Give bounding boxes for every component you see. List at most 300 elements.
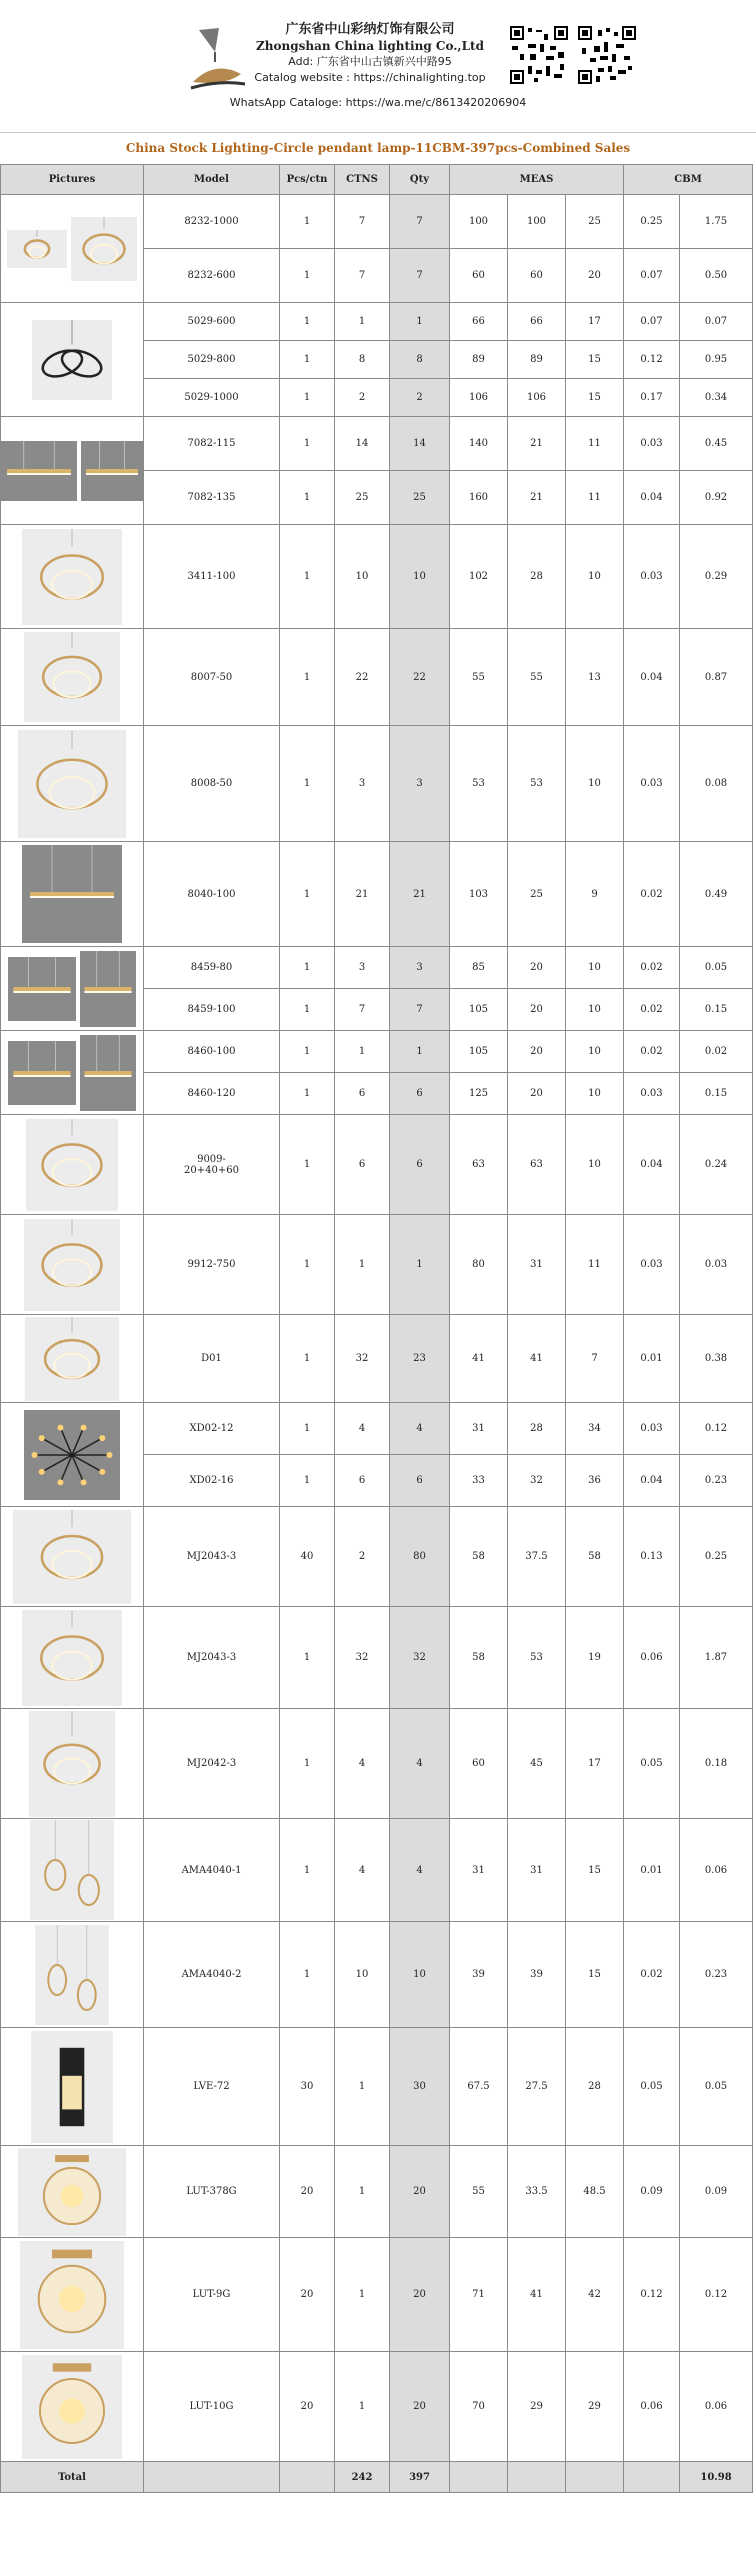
cbm-total-cell: 0.45 (680, 417, 753, 471)
table-row (1, 726, 753, 842)
product-photo (7, 230, 67, 268)
picture-cell (1, 1922, 144, 2028)
total-row (1, 2462, 753, 2493)
qty-cell: 4 (390, 1709, 450, 1819)
header-meas: MEAS (450, 165, 624, 195)
meas-length-cell: 58 (450, 1607, 508, 1709)
qty-cell: 7 (390, 989, 450, 1031)
cbm-total-cell: 0.03 (680, 1215, 753, 1315)
meas-length-cell: 80 (450, 1215, 508, 1315)
meas-length-cell: 55 (450, 629, 508, 726)
qty-cell: 22 (390, 629, 450, 726)
whatsapp-catalog[interactable]: WhatsApp Cataloge: https://wa.me/c/8613420206904 (229, 96, 527, 109)
qty-cell: 1 (390, 1031, 450, 1073)
meas-width-cell: 28 (508, 1403, 566, 1455)
meas-width-cell: 25 (508, 842, 566, 947)
product-photo (80, 951, 136, 1027)
meas-length-cell: 53 (450, 726, 508, 842)
pcs-cell: 1 (280, 525, 335, 629)
meas-length-cell: 71 (450, 2238, 508, 2352)
meas-length-cell: 60 (450, 1709, 508, 1819)
ctns-cell: 1 (335, 2146, 390, 2238)
pcs-cell: 1 (280, 1031, 335, 1073)
meas-height-cell: 48.5 (566, 2146, 624, 2238)
table-row (1, 947, 753, 989)
ctns-cell: 2 (335, 379, 390, 417)
meas-length-cell: 55 (450, 2146, 508, 2238)
pcs-cell: 1 (280, 379, 335, 417)
ctns-cell: 10 (335, 525, 390, 629)
model-cell: 8040-100 (144, 842, 280, 947)
picture-cell (1, 303, 144, 417)
product-photo (8, 957, 76, 1021)
cbm-total-cell: 0.12 (680, 2238, 753, 2352)
qr-code-icon (510, 26, 568, 84)
meas-width-cell: 53 (508, 1607, 566, 1709)
picture-cell (1, 1115, 144, 1215)
meas-height-cell: 15 (566, 1819, 624, 1922)
meas-width-cell: 20 (508, 947, 566, 989)
qty-cell: 3 (390, 726, 450, 842)
table-header-row (1, 165, 753, 195)
meas-length-cell: 103 (450, 842, 508, 947)
cbm-per-ctn-cell: 0.06 (624, 2352, 680, 2462)
product-photo (18, 730, 126, 838)
cbm-total-cell: 1.87 (680, 1607, 753, 1709)
total-qty: 397 (390, 2462, 450, 2493)
table-row (1, 629, 753, 726)
model-cell: MJ2043-3 (144, 1507, 280, 1607)
picture-cell (1, 629, 144, 726)
product-photo (35, 1925, 109, 2025)
total-empty (624, 2462, 680, 2493)
qty-cell: 10 (390, 1922, 450, 2028)
qty-cell: 6 (390, 1115, 450, 1215)
picture-cell (1, 525, 144, 629)
cbm-per-ctn-cell: 0.04 (624, 471, 680, 525)
meas-width-cell: 27.5 (508, 2028, 566, 2146)
cbm-total-cell: 0.15 (680, 989, 753, 1031)
meas-height-cell: 17 (566, 303, 624, 341)
cbm-total-cell: 0.05 (680, 947, 753, 989)
qty-cell: 20 (390, 2146, 450, 2238)
table-row (1, 2352, 753, 2462)
picture-cell (1, 726, 144, 842)
cbm-per-ctn-cell: 0.01 (624, 1315, 680, 1403)
meas-width-cell: 55 (508, 629, 566, 726)
pcs-cell: 1 (280, 1315, 335, 1403)
meas-length-cell: 66 (450, 303, 508, 341)
model-cell: LUT-378G (144, 2146, 280, 2238)
table-row (1, 1507, 753, 1607)
meas-height-cell: 34 (566, 1403, 624, 1455)
catalog-website[interactable]: Catalog website : https://chinalighting.top (254, 71, 486, 84)
cbm-total-cell: 0.06 (680, 1819, 753, 1922)
meas-height-cell: 15 (566, 379, 624, 417)
meas-height-cell: 10 (566, 726, 624, 842)
cbm-per-ctn-cell: 0.02 (624, 947, 680, 989)
meas-width-cell: 21 (508, 417, 566, 471)
qty-cell: 10 (390, 525, 450, 629)
cbm-per-ctn-cell: 0.05 (624, 1709, 680, 1819)
meas-height-cell: 13 (566, 629, 624, 726)
meas-width-cell: 45 (508, 1709, 566, 1819)
meas-width-cell: 20 (508, 989, 566, 1031)
pcs-cell: 1 (280, 471, 335, 525)
header-cbm: CBM (624, 165, 753, 195)
ctns-cell: 1 (335, 1215, 390, 1315)
total-ctns: 242 (335, 2462, 390, 2493)
picture-cell (1, 1315, 144, 1403)
meas-length-cell: 100 (450, 195, 508, 249)
meas-height-cell: 15 (566, 341, 624, 379)
meas-width-cell: 31 (508, 1215, 566, 1315)
pcs-cell: 1 (280, 303, 335, 341)
cbm-total-cell: 0.06 (680, 2352, 753, 2462)
model-cell: XD02-16 (144, 1455, 280, 1507)
meas-height-cell: 11 (566, 417, 624, 471)
ctns-cell: 25 (335, 471, 390, 525)
document-header (0, 0, 756, 128)
cbm-per-ctn-cell: 0.06 (624, 1607, 680, 1709)
pcs-cell: 1 (280, 629, 335, 726)
pcs-cell: 1 (280, 726, 335, 842)
ctns-cell: 6 (335, 1455, 390, 1507)
ctns-cell: 4 (335, 1403, 390, 1455)
model-cell: 8232-600 (144, 249, 280, 303)
meas-width-cell: 39 (508, 1922, 566, 2028)
cbm-total-cell: 0.50 (680, 249, 753, 303)
pcs-cell: 1 (280, 1607, 335, 1709)
qty-cell: 20 (390, 2352, 450, 2462)
cbm-total-cell: 0.05 (680, 2028, 753, 2146)
product-photo (24, 1410, 120, 1500)
cbm-total-cell: 0.12 (680, 1403, 753, 1455)
meas-height-cell: 10 (566, 1115, 624, 1215)
qty-cell: 6 (390, 1455, 450, 1507)
pcs-cell: 20 (280, 2146, 335, 2238)
table-row (1, 1031, 753, 1073)
meas-length-cell: 105 (450, 989, 508, 1031)
total-empty (508, 2462, 566, 2493)
product-photo (22, 2355, 122, 2459)
table-row (1, 2028, 753, 2146)
table-row (1, 303, 753, 341)
pcs-cell: 1 (280, 417, 335, 471)
table-row (1, 1215, 753, 1315)
qty-cell: 2 (390, 379, 450, 417)
meas-width-cell: 106 (508, 379, 566, 417)
model-cell: 8460-100 (144, 1031, 280, 1073)
model-cell: 8459-100 (144, 989, 280, 1031)
table-row (1, 525, 753, 629)
model-cell: MJ2043-3 (144, 1607, 280, 1709)
picture-cell (1, 2352, 144, 2462)
model-cell: 7082-115 (144, 417, 280, 471)
pcs-cell: 1 (280, 1922, 335, 2028)
meas-length-cell: 63 (450, 1115, 508, 1215)
cbm-total-cell: 0.49 (680, 842, 753, 947)
cbm-per-ctn-cell: 0.04 (624, 1455, 680, 1507)
cbm-total-cell: 0.15 (680, 1073, 753, 1115)
meas-width-cell: 29 (508, 2352, 566, 2462)
cbm-total-cell: 1.75 (680, 195, 753, 249)
model-cell: XD02-12 (144, 1403, 280, 1455)
cbm-total-cell: 0.18 (680, 1709, 753, 1819)
model-cell: 9912-750 (144, 1215, 280, 1315)
meas-height-cell: 29 (566, 2352, 624, 2462)
meas-width-cell: 20 (508, 1073, 566, 1115)
pcs-cell: 1 (280, 1709, 335, 1819)
cbm-per-ctn-cell: 0.02 (624, 842, 680, 947)
qty-cell: 25 (390, 471, 450, 525)
total-cbm: 10.98 (680, 2462, 753, 2493)
qty-cell: 4 (390, 1819, 450, 1922)
cbm-per-ctn-cell: 0.25 (624, 195, 680, 249)
meas-length-cell: 85 (450, 947, 508, 989)
product-photo (71, 217, 137, 281)
qty-cell: 23 (390, 1315, 450, 1403)
meas-width-cell: 21 (508, 471, 566, 525)
meas-height-cell: 15 (566, 1922, 624, 2028)
qty-cell: 14 (390, 417, 450, 471)
meas-length-cell: 60 (450, 249, 508, 303)
meas-height-cell: 11 (566, 471, 624, 525)
cbm-total-cell: 0.34 (680, 379, 753, 417)
qty-cell: 80 (390, 1507, 450, 1607)
meas-width-cell: 20 (508, 1031, 566, 1073)
cbm-per-ctn-cell: 0.04 (624, 629, 680, 726)
table-row (1, 2238, 753, 2352)
product-photo (22, 1610, 122, 1706)
meas-height-cell: 36 (566, 1455, 624, 1507)
meas-height-cell: 10 (566, 947, 624, 989)
model-cell: 8460-120 (144, 1073, 280, 1115)
picture-cell (1, 1031, 144, 1115)
ctns-cell: 3 (335, 726, 390, 842)
product-photo (29, 1711, 115, 1817)
meas-height-cell: 25 (566, 195, 624, 249)
meas-width-cell: 63 (508, 1115, 566, 1215)
cbm-total-cell: 0.95 (680, 341, 753, 379)
meas-height-cell: 9 (566, 842, 624, 947)
meas-length-cell: 102 (450, 525, 508, 629)
cbm-per-ctn-cell: 0.05 (624, 2028, 680, 2146)
meas-width-cell: 41 (508, 2238, 566, 2352)
pcs-cell: 20 (280, 2238, 335, 2352)
table-row (1, 1922, 753, 2028)
meas-height-cell: 17 (566, 1709, 624, 1819)
cbm-total-cell: 0.92 (680, 471, 753, 525)
meas-width-cell: 89 (508, 341, 566, 379)
qty-cell: 20 (390, 2238, 450, 2352)
meas-length-cell: 160 (450, 471, 508, 525)
table-row (1, 1819, 753, 1922)
table-row (1, 1709, 753, 1819)
qty-cell: 21 (390, 842, 450, 947)
ctns-cell: 7 (335, 989, 390, 1031)
ctns-cell: 6 (335, 1073, 390, 1115)
model-cell: 8232-1000 (144, 195, 280, 249)
ctns-cell: 32 (335, 1607, 390, 1709)
cbm-per-ctn-cell: 0.12 (624, 2238, 680, 2352)
ctns-cell: 7 (335, 249, 390, 303)
pcs-cell: 1 (280, 195, 335, 249)
meas-length-cell: 67.5 (450, 2028, 508, 2146)
company-name-en: Zhongshan China lighting Co.,Ltd (256, 39, 484, 53)
qty-cell: 4 (390, 1403, 450, 1455)
ctns-cell: 32 (335, 1315, 390, 1403)
model-cell: 8459-80 (144, 947, 280, 989)
cbm-per-ctn-cell: 0.03 (624, 417, 680, 471)
cbm-per-ctn-cell: 0.02 (624, 1922, 680, 2028)
product-photo (24, 632, 120, 722)
picture-cell (1, 1403, 144, 1507)
meas-width-cell: 66 (508, 303, 566, 341)
cbm-per-ctn-cell: 0.17 (624, 379, 680, 417)
model-cell: LUT-10G (144, 2352, 280, 2462)
product-photo (24, 1219, 120, 1311)
pcs-cell: 30 (280, 2028, 335, 2146)
pcs-cell: 1 (280, 1403, 335, 1455)
meas-length-cell: 125 (450, 1073, 508, 1115)
model-cell: 5029-600 (144, 303, 280, 341)
product-photo (22, 529, 122, 625)
meas-length-cell: 39 (450, 1922, 508, 2028)
cbm-per-ctn-cell: 0.07 (624, 249, 680, 303)
meas-height-cell: 10 (566, 989, 624, 1031)
product-photo (22, 845, 122, 943)
ctns-cell: 8 (335, 341, 390, 379)
meas-height-cell: 42 (566, 2238, 624, 2352)
model-cell: AMA4040-2 (144, 1922, 280, 2028)
model-cell: 3411-100 (144, 525, 280, 629)
meas-length-cell: 33 (450, 1455, 508, 1507)
product-photo (32, 320, 112, 400)
pcs-cell: 1 (280, 1073, 335, 1115)
picture-cell (1, 1215, 144, 1315)
product-table (0, 164, 753, 2493)
picture-cell (1, 195, 144, 303)
total-label: Total (1, 2462, 144, 2493)
cbm-total-cell: 0.23 (680, 1922, 753, 2028)
meas-length-cell: 89 (450, 341, 508, 379)
meas-height-cell: 28 (566, 2028, 624, 2146)
cbm-per-ctn-cell: 0.12 (624, 341, 680, 379)
meas-height-cell: 10 (566, 1031, 624, 1073)
header-ctns: CTNS (335, 165, 390, 195)
picture-cell (1, 842, 144, 947)
table-row (1, 1607, 753, 1709)
pcs-cell: 40 (280, 1507, 335, 1607)
pcs-cell: 1 (280, 947, 335, 989)
product-photo (81, 441, 143, 501)
meas-length-cell: 41 (450, 1315, 508, 1403)
product-photo (25, 1317, 119, 1401)
total-empty (144, 2462, 280, 2493)
ctns-cell: 10 (335, 1922, 390, 2028)
cbm-total-cell: 0.24 (680, 1115, 753, 1215)
cbm-per-ctn-cell: 0.09 (624, 2146, 680, 2238)
meas-length-cell: 105 (450, 1031, 508, 1073)
header-qty: Qty (390, 165, 450, 195)
meas-width-cell: 60 (508, 249, 566, 303)
product-photo (20, 2241, 124, 2349)
cbm-total-cell: 0.87 (680, 629, 753, 726)
cbm-per-ctn-cell: 0.07 (624, 303, 680, 341)
qty-cell: 6 (390, 1073, 450, 1115)
company-name-cn: 广东省中山彩纳灯饰有限公司 (285, 22, 455, 37)
cbm-total-cell: 0.09 (680, 2146, 753, 2238)
meas-width-cell: 53 (508, 726, 566, 842)
model-cell: 9009- 20+40+60 (144, 1115, 280, 1215)
ctns-cell: 2 (335, 1507, 390, 1607)
model-cell: 8008-50 (144, 726, 280, 842)
cbm-per-ctn-cell: 0.03 (624, 726, 680, 842)
header-pcs-per-ctn: Pcs/ctn (280, 165, 335, 195)
qr-code-icon (578, 26, 636, 84)
meas-height-cell: 10 (566, 1073, 624, 1115)
picture-cell (1, 1709, 144, 1819)
meas-height-cell: 10 (566, 525, 624, 629)
picture-cell (1, 947, 144, 1031)
product-photo (13, 1510, 131, 1604)
pcs-cell: 1 (280, 1455, 335, 1507)
meas-length-cell: 31 (450, 1819, 508, 1922)
cbm-per-ctn-cell: 0.03 (624, 1073, 680, 1115)
product-photo (8, 1041, 76, 1105)
cbm-per-ctn-cell: 0.03 (624, 1403, 680, 1455)
divider (0, 132, 756, 133)
ctns-cell: 21 (335, 842, 390, 947)
model-cell: 8007-50 (144, 629, 280, 726)
table-row (1, 1115, 753, 1215)
cbm-total-cell: 0.29 (680, 525, 753, 629)
cbm-per-ctn-cell: 0.02 (624, 1031, 680, 1073)
picture-cell (1, 1819, 144, 1922)
picture-cell (1, 417, 144, 525)
product-photo (26, 1119, 118, 1211)
pcs-cell: 1 (280, 989, 335, 1031)
model-cell: 5029-800 (144, 341, 280, 379)
cbm-per-ctn-cell: 0.01 (624, 1819, 680, 1922)
qty-cell: 32 (390, 1607, 450, 1709)
qty-cell: 8 (390, 341, 450, 379)
table-row (1, 417, 753, 471)
table-row (1, 842, 753, 947)
cbm-per-ctn-cell: 0.03 (624, 525, 680, 629)
model-cell: MJ2042-3 (144, 1709, 280, 1819)
total-empty (280, 2462, 335, 2493)
qty-cell: 30 (390, 2028, 450, 2146)
pcs-cell: 1 (280, 1819, 335, 1922)
table-row (1, 195, 753, 249)
meas-length-cell: 31 (450, 1403, 508, 1455)
meas-height-cell: 20 (566, 249, 624, 303)
cbm-per-ctn-cell: 0.13 (624, 1507, 680, 1607)
qty-cell: 1 (390, 1215, 450, 1315)
model-cell: D01 (144, 1315, 280, 1403)
qty-cell: 3 (390, 947, 450, 989)
page-title: China Stock Lighting-Circle pendant lamp-11CBM-397pcs-Combined Sales (125, 141, 631, 155)
product-photo (31, 2031, 113, 2143)
ctns-cell: 3 (335, 947, 390, 989)
meas-height-cell: 7 (566, 1315, 624, 1403)
ctns-cell: 1 (335, 1031, 390, 1073)
model-cell: 5029-1000 (144, 379, 280, 417)
picture-cell (1, 2028, 144, 2146)
meas-height-cell: 11 (566, 1215, 624, 1315)
